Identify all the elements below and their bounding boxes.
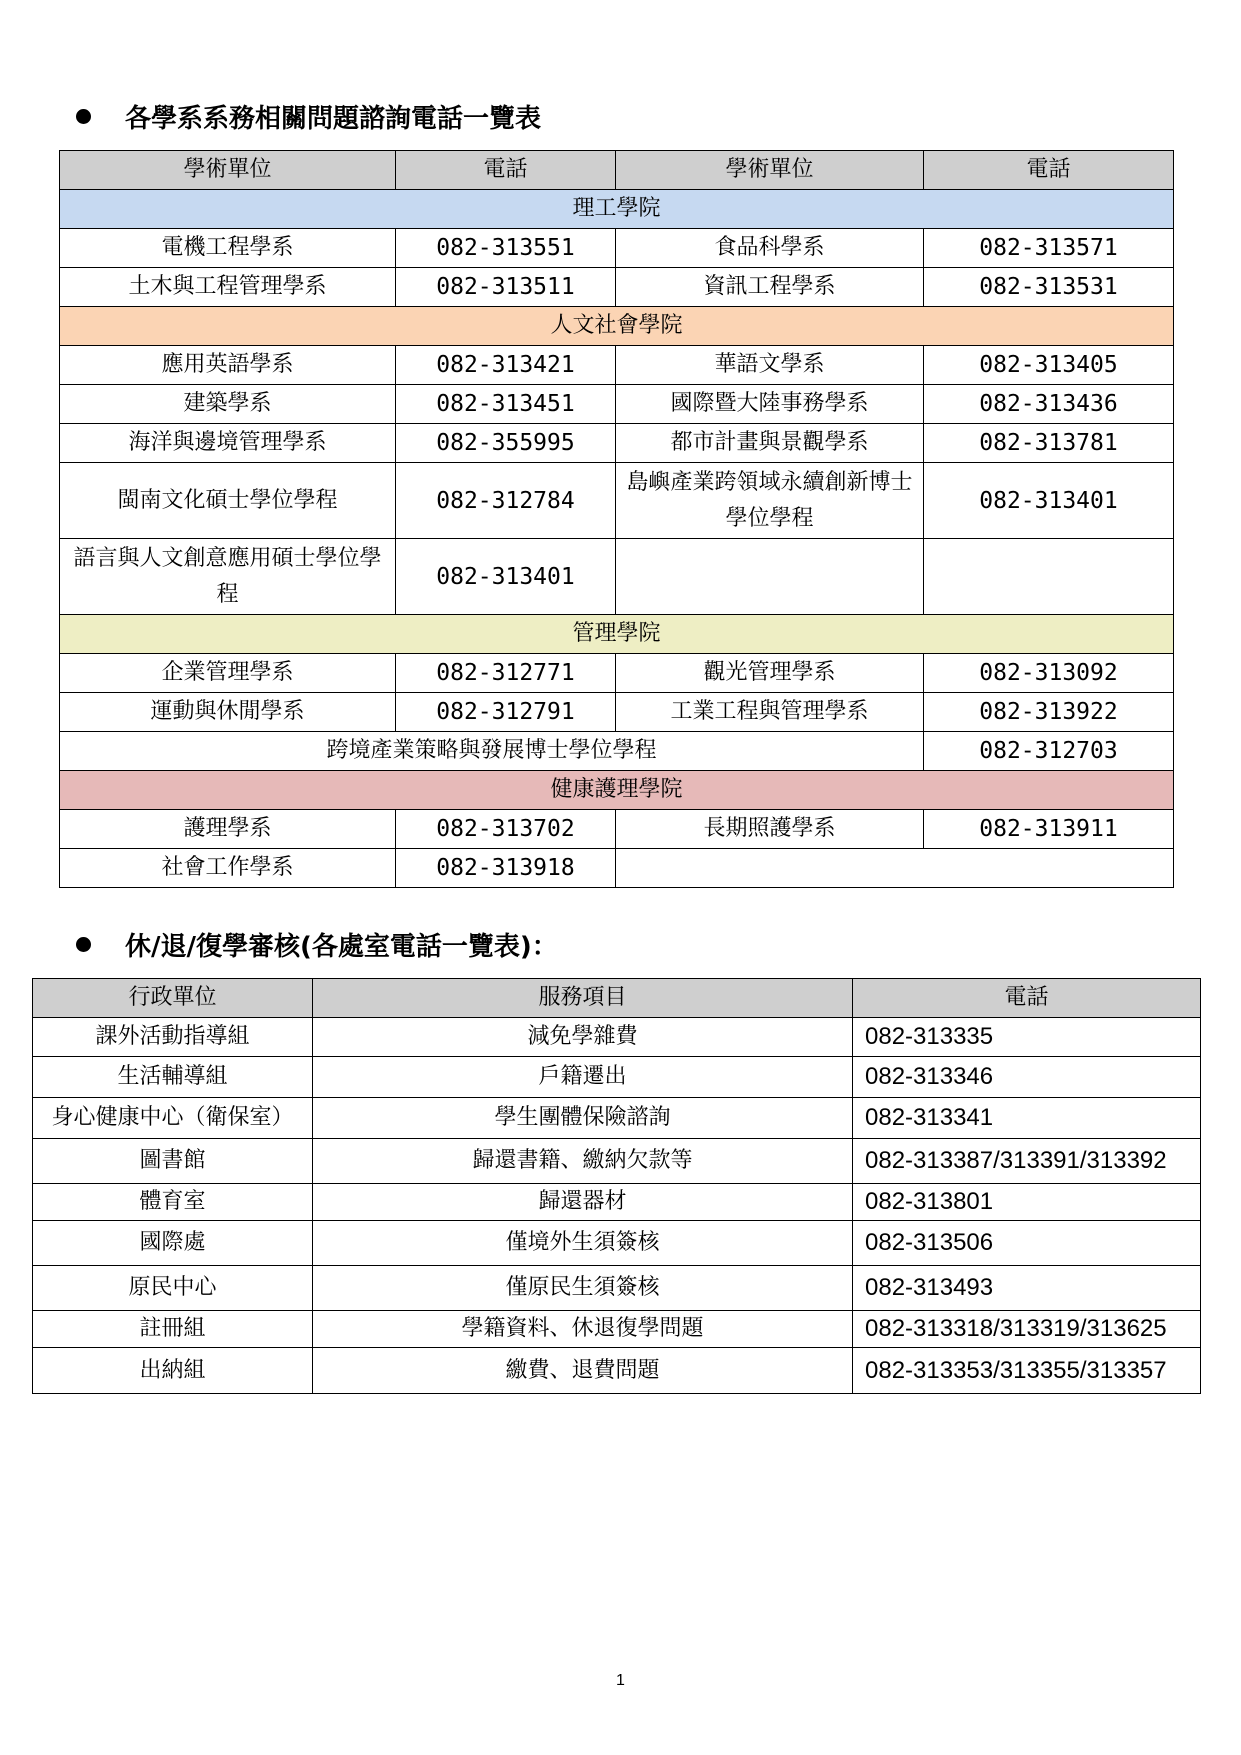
department-name: 應用英語學系 [60,346,396,385]
department-name: 企業管理學系 [60,654,396,693]
department-name: 長期照護學系 [616,810,924,849]
phone-number: 082-313511 [396,268,616,307]
table-row [33,1184,1201,1221]
table-row [60,229,1174,268]
office-name: 體育室 [33,1184,313,1221]
table-row [60,463,1174,539]
table-row [60,346,1174,385]
table-row [33,1057,1201,1098]
header-cell: 電話 [853,979,1201,1018]
empty-cell [616,849,1174,888]
header-cell: 學術單位 [616,151,924,190]
phone-number: 082-313341 [853,1098,1201,1139]
table-row [60,539,1174,615]
table-row [33,1266,1201,1311]
department-name [616,539,924,615]
department-name: 島嶼產業跨領域永續創新博士學位學程 [616,463,924,539]
section2-title: 休/退/復學審核(各處室電話一覽表)： [125,932,558,962]
phone-number: 082-313346 [853,1057,1201,1098]
department-phone-table [59,150,1174,888]
service-item: 僅境外生須簽核 [313,1221,853,1266]
office-name: 生活輔導組 [33,1057,313,1098]
table-row [33,1098,1201,1139]
office-phone-table [32,978,1201,1394]
office-name: 註冊組 [33,1311,313,1348]
office-name: 圖書館 [33,1139,313,1184]
service-item: 學籍資料、休退復學問題 [313,1311,853,1348]
header-cell: 行政單位 [33,979,313,1018]
phone-number: 082-313451 [396,385,616,424]
phone-number: 082-313551 [396,229,616,268]
department-name: 工業工程與管理學系 [616,693,924,732]
phone-number: 082-355995 [396,424,616,463]
phone-number: 082-313506 [853,1221,1201,1266]
department-name: 土木與工程管理學系 [60,268,396,307]
header-cell: 服務項目 [313,979,853,1018]
college-row [60,190,1174,229]
phone-number: 082-313571 [924,229,1174,268]
phone-number: 082-313702 [396,810,616,849]
college-row [60,307,1174,346]
phone-number: 082-312703 [924,732,1174,771]
office-name: 原民中心 [33,1266,313,1311]
phone-number: 082-313421 [396,346,616,385]
phone-number: 082-313335 [853,1018,1201,1057]
college-name: 管理學院 [60,615,1174,654]
college-name: 人文社會學院 [60,307,1174,346]
college-name: 理工學院 [60,190,1174,229]
office-name: 國際處 [33,1221,313,1266]
college-row [60,771,1174,810]
service-item: 僅原民生須簽核 [313,1266,853,1311]
bullet-icon [76,937,91,952]
department-name: 建築學系 [60,385,396,424]
office-name: 身心健康中心（衛保室） [33,1098,313,1139]
phone-number: 082-313801 [853,1184,1201,1221]
service-item: 戶籍遷出 [313,1057,853,1098]
table-row [60,654,1174,693]
bullet-icon [76,109,91,124]
header-cell: 電話 [924,151,1174,190]
phone-number: 082-313401 [396,539,616,615]
table-row [60,424,1174,463]
table-row [33,1139,1201,1184]
table-row [60,268,1174,307]
department-name: 海洋與邊境管理學系 [60,424,396,463]
department-name: 資訊工程學系 [616,268,924,307]
service-item: 學生團體保險諮詢 [313,1098,853,1139]
phone-number: 082-313387/313391/313392 [853,1139,1201,1184]
phone-number: 082-313092 [924,654,1174,693]
table-row [33,1348,1201,1394]
phone-number: 082-313401 [924,463,1174,539]
service-item: 歸還器材 [313,1184,853,1221]
phone-number: 082-313436 [924,385,1174,424]
table-row [33,1018,1201,1057]
section2-heading [76,926,558,963]
office-name: 課外活動指導組 [33,1018,313,1057]
section1-heading [76,98,541,135]
department-name: 華語文學系 [616,346,924,385]
service-item: 歸還書籍、繳納欠款等 [313,1139,853,1184]
phone-number: 082-313918 [396,849,616,888]
phone-number: 082-313318/313319/313625 [853,1311,1201,1348]
program-name: 跨境產業策略與發展博士學位學程 [60,732,924,771]
phone-number [924,539,1174,615]
department-name: 國際暨大陸事務學系 [616,385,924,424]
table-row [60,810,1174,849]
phone-number: 082-312784 [396,463,616,539]
college-row [60,615,1174,654]
header-cell: 電話 [396,151,616,190]
department-name: 觀光管理學系 [616,654,924,693]
phone-number: 082-313353/313355/313357 [853,1348,1201,1394]
table-header-row [33,979,1201,1018]
phone-number: 082-313911 [924,810,1174,849]
phone-number: 082-313405 [924,346,1174,385]
department-name: 語言與人文創意應用碩士學位學程 [60,539,396,615]
department-name: 閩南文化碩士學位學程 [60,463,396,539]
service-item: 繳費、退費問題 [313,1348,853,1394]
department-name: 社會工作學系 [60,849,396,888]
section1-title: 各學系系務相關問題諮詢電話一覽表 [125,104,542,134]
college-name: 健康護理學院 [60,771,1174,810]
office-name: 出納組 [33,1348,313,1394]
department-name: 電機工程學系 [60,229,396,268]
department-name: 食品科學系 [616,229,924,268]
phone-number: 082-312791 [396,693,616,732]
phone-number: 082-312771 [396,654,616,693]
phone-number: 082-313922 [924,693,1174,732]
header-cell: 學術單位 [60,151,396,190]
table-row [33,1221,1201,1266]
table-row [33,1311,1201,1348]
phone-number: 082-313493 [853,1266,1201,1311]
service-item: 減免學雜費 [313,1018,853,1057]
table-row [60,732,1174,771]
page-number: 1 [616,1672,625,1689]
department-name: 護理學系 [60,810,396,849]
phone-number: 082-313781 [924,424,1174,463]
phone-number: 082-313531 [924,268,1174,307]
table-row [60,849,1174,888]
table-header-row [60,151,1174,190]
department-name: 運動與休閒學系 [60,693,396,732]
department-name: 都市計畫與景觀學系 [616,424,924,463]
table-row [60,385,1174,424]
table-row [60,693,1174,732]
